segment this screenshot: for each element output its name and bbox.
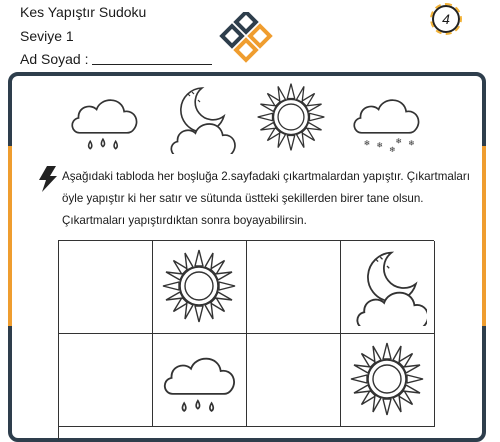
level-label: Seviye 1 bbox=[20, 28, 74, 44]
moon-cloud-icon bbox=[158, 82, 238, 154]
svg-text:❄: ❄ bbox=[389, 144, 396, 154]
rain-cloud-icon bbox=[66, 84, 142, 154]
page-number: 4 bbox=[442, 11, 450, 27]
svg-text:❄: ❄ bbox=[376, 140, 383, 150]
sun-icon bbox=[159, 246, 239, 326]
page-number-badge bbox=[432, 5, 460, 33]
name-fill-line bbox=[92, 64, 212, 65]
sudoku-grid bbox=[58, 240, 434, 440]
svg-text:❄: ❄ bbox=[408, 138, 415, 148]
snow-cloud-icon bbox=[346, 84, 426, 154]
instruction-text: Aşağıdaki tabloda her boşluğa 2.sayfadaki çıkartmalardan yapıştır. Çıkartmaları öyle yapıştır ki her satır ve sütunda üstteki şekillerden birer tane olsun. Çıkartmaları yapıştırdıktan sonra boyayabilirsin. bbox=[62, 170, 470, 227]
svg-text:❄: ❄ bbox=[363, 138, 370, 148]
worksheet-title: Kes Yapıştır Sudoku bbox=[20, 4, 147, 20]
moon-cloud-icon bbox=[347, 246, 427, 326]
grid-cell-r2c3[interactable] bbox=[247, 334, 341, 427]
grid-cell-r1c4[interactable] bbox=[341, 241, 435, 334]
grid-cell-r2c4[interactable] bbox=[341, 334, 435, 427]
diamond-logo-icon bbox=[216, 12, 278, 74]
lightning-bolt-icon bbox=[38, 166, 58, 192]
grid-cell-r1c3[interactable] bbox=[247, 241, 341, 334]
sun-icon bbox=[347, 339, 427, 419]
svg-text:❄: ❄ bbox=[395, 136, 402, 146]
grid-cell-r2c1[interactable] bbox=[59, 334, 153, 427]
grid-cell-r1c2[interactable] bbox=[153, 241, 247, 334]
name-label: Ad Soyad : bbox=[20, 51, 89, 67]
sun-icon bbox=[254, 80, 328, 154]
grid-cell-r1c1[interactable] bbox=[59, 241, 153, 334]
grid-cell-r2c2[interactable] bbox=[153, 334, 247, 427]
rain-cloud-icon bbox=[159, 339, 239, 419]
